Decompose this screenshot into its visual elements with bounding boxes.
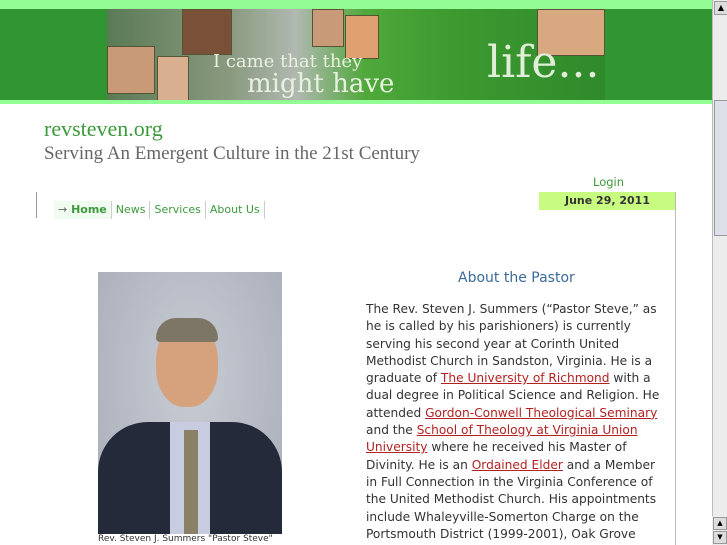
banner-image xyxy=(107,9,605,100)
university-of-richmond-link[interactable]: The University of Richmond xyxy=(440,371,610,386)
virginia-union-link[interactable]: School of Theology at Virginia Union University xyxy=(366,423,638,455)
section-heading: About the Pastor xyxy=(458,270,575,286)
ordained-elder-link[interactable]: Ordained Elder xyxy=(471,457,563,472)
scrollbar-thumb[interactable] xyxy=(714,100,727,236)
pastor-bio: The Rev. Steven J. Summers (“Pastor Steve,” as he is called by his parishioners) is currently serving his second year at Corinth United Methodist Church in Sandston, Virginia. He is a graduate of The University of Richmond with a dual degree in Political Science and Religion. He attended Gordon-Conwell Theological Seminary and the School of Theology at Virginia Union University where he received his Master of Divinity. He is an Ordained Elder and a Member in Full Connection in the Virginia Conference of the United Methodist Church. His appointments include Whaleyville-Somerton Charge on the Portsmouth District (1999-2001), Oak Grove xyxy=(366,302,660,541)
banner-photo xyxy=(312,9,344,47)
page-scrollbar[interactable] xyxy=(712,0,727,516)
scroll-down-icon[interactable]: ▼ xyxy=(713,531,727,544)
banner-photo xyxy=(107,46,155,94)
site-subtitle: Serving An Emergent Culture in the 21st Century xyxy=(44,143,420,164)
photo-caption: Rev. Steven J. Summers "Pastor Steve" xyxy=(98,534,273,544)
divider xyxy=(36,192,37,218)
nav-home[interactable]: → Home xyxy=(54,201,112,219)
nav-services[interactable]: Services xyxy=(150,201,205,219)
current-date: June 29, 2011 xyxy=(539,192,676,210)
nav-news[interactable]: News xyxy=(112,201,151,219)
banner-photo xyxy=(157,56,189,100)
arrow-icon: → xyxy=(58,203,68,216)
scroll-up-icon[interactable]: ▲ xyxy=(713,517,727,530)
login-link[interactable]: Login xyxy=(593,175,625,189)
frame-scrollbar[interactable] xyxy=(712,516,727,545)
pastor-photo xyxy=(98,272,282,534)
main-nav xyxy=(54,201,265,219)
gordon-conwell-link[interactable]: Gordon-Conwell Theological Seminary xyxy=(425,405,658,420)
divider xyxy=(675,192,676,545)
header-top-strip xyxy=(0,0,712,9)
site-title: revsteven.org xyxy=(44,116,163,141)
banner-text: might have xyxy=(247,69,395,99)
banner-text: life... xyxy=(487,37,600,88)
scroll-up-icon[interactable]: ▲ xyxy=(714,1,727,15)
banner-text: I came that they xyxy=(213,51,363,72)
nav-about-us[interactable]: About Us xyxy=(206,201,265,219)
header-bottom-strip xyxy=(0,100,712,104)
banner-photo xyxy=(182,9,232,55)
